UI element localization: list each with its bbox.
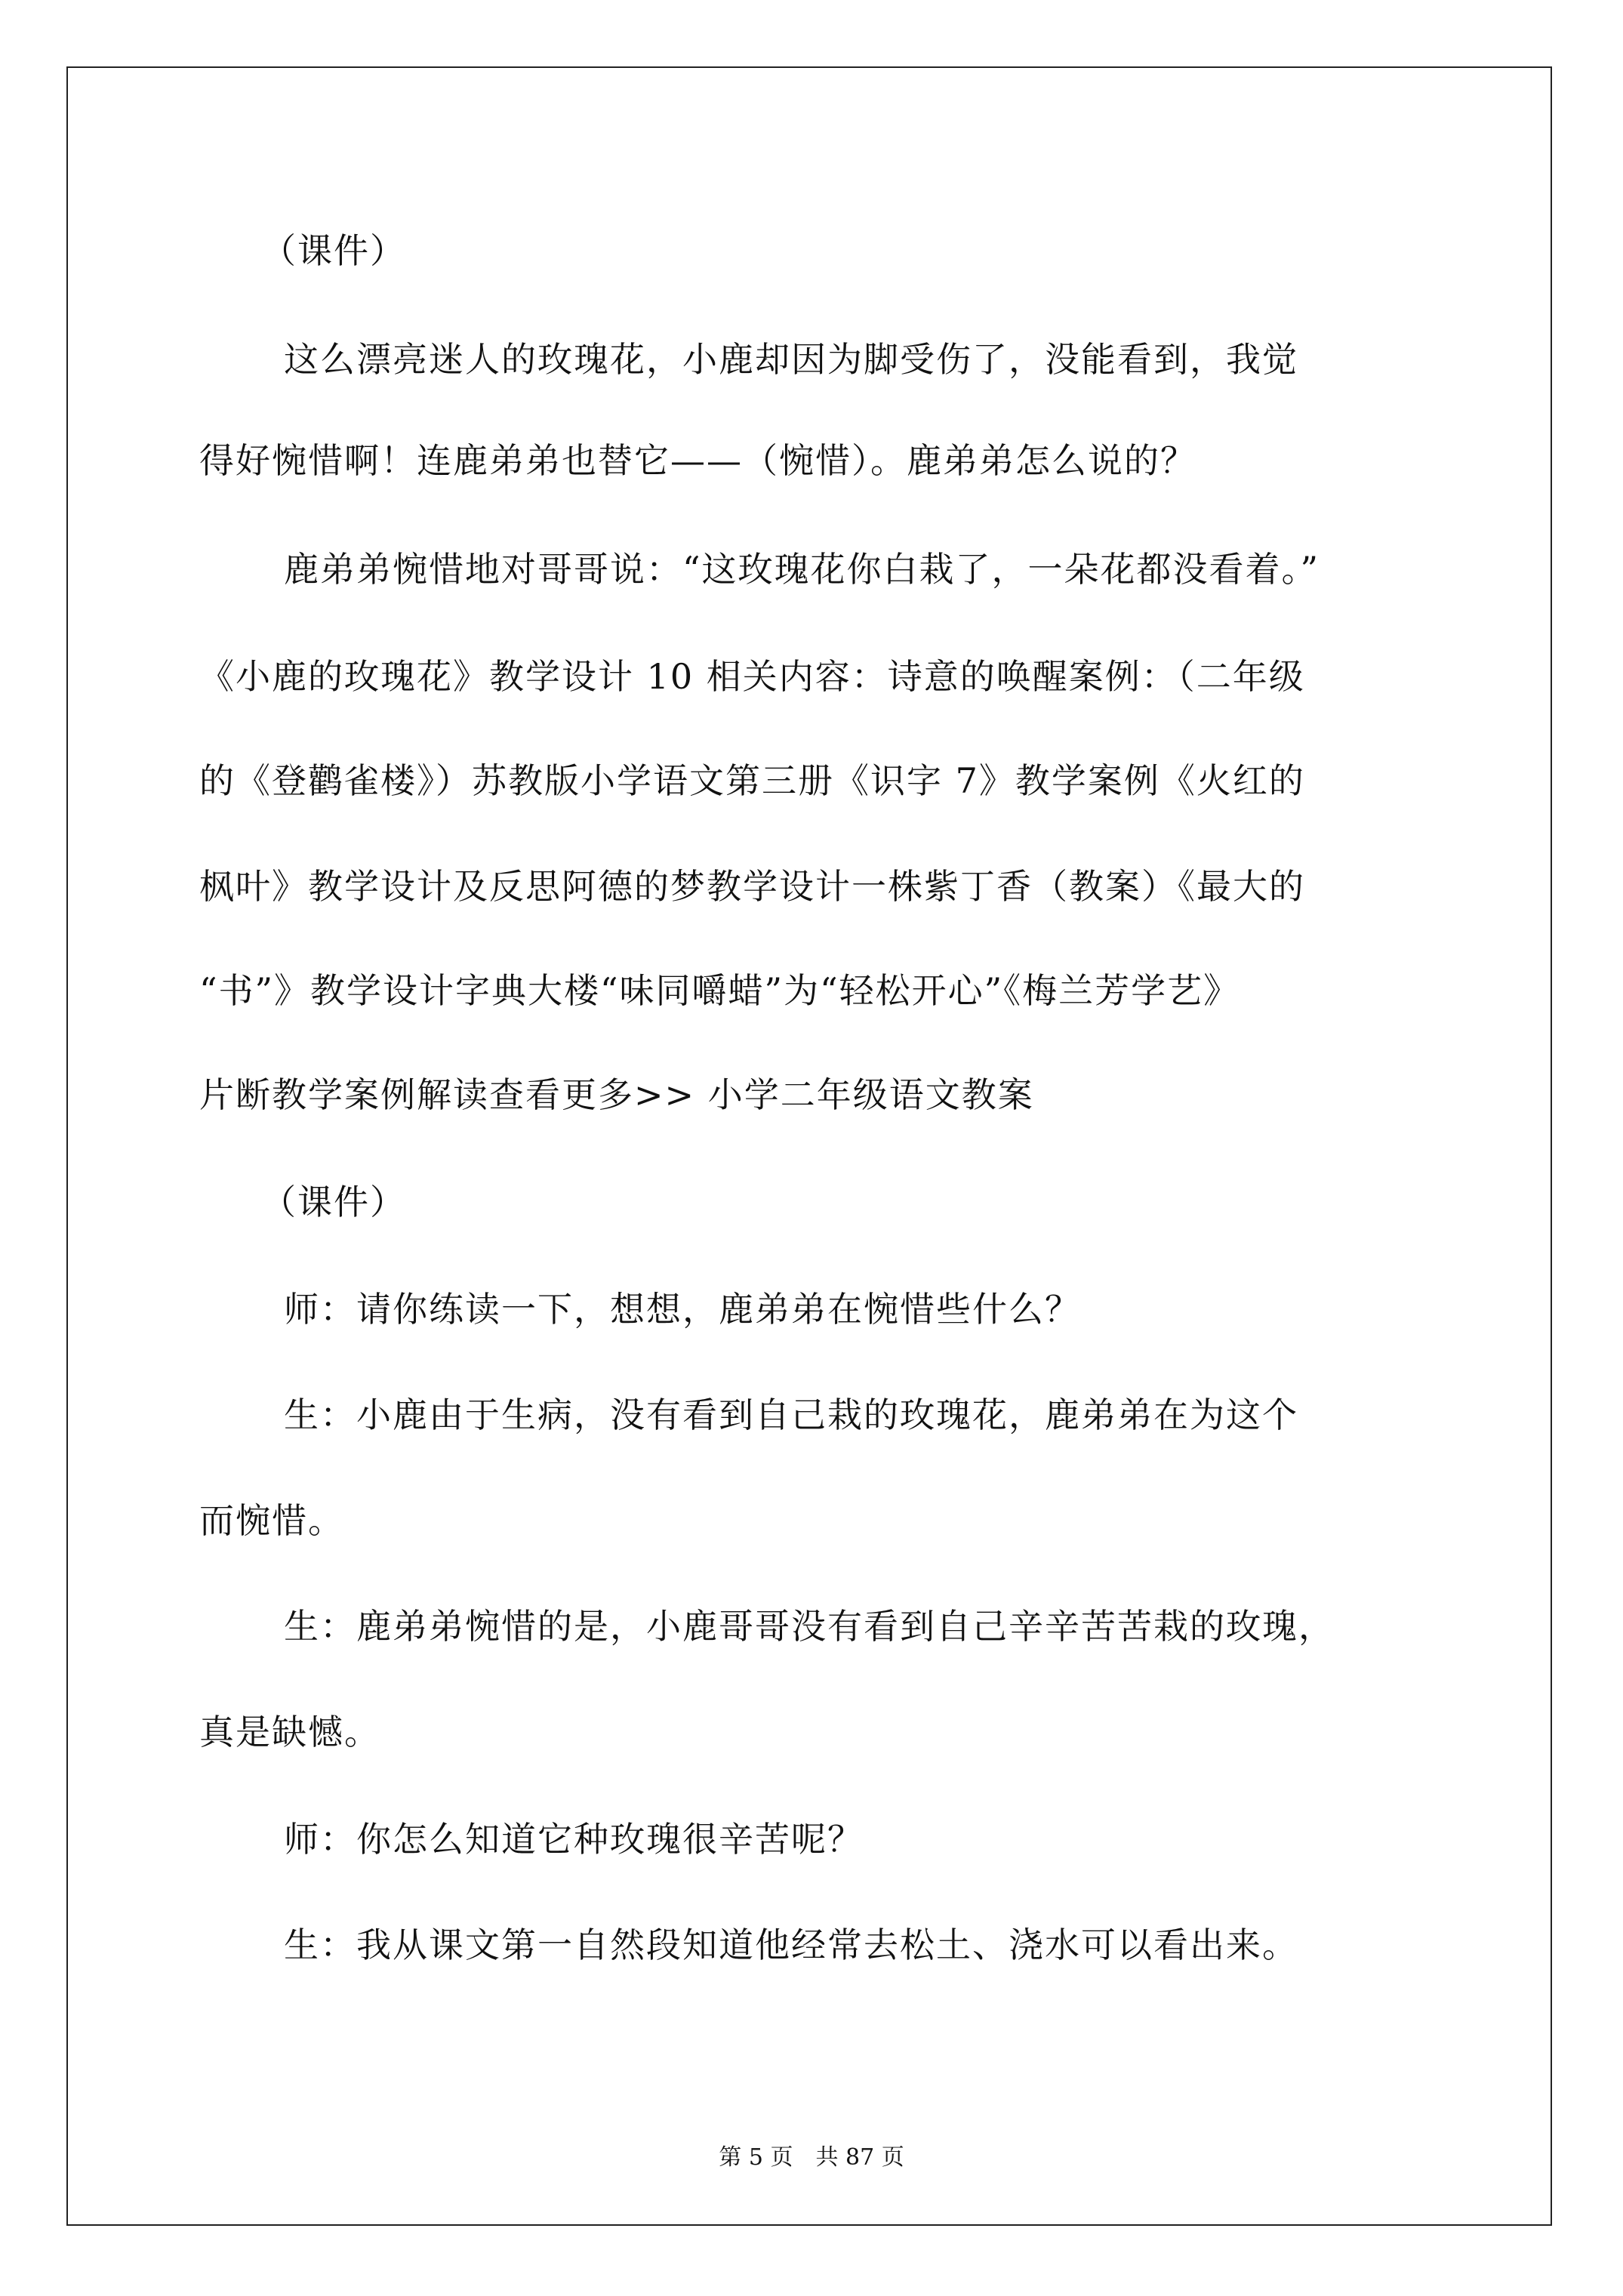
paragraph-line: 生：鹿弟弟惋惜的是，小鹿哥哥没有看到自己辛辛苦苦栽的玫瑰，: [284, 1606, 1335, 1647]
paragraph-line: 的《登鹳雀楼》）苏教版小学语文第三册《识字 7》教学案例《火红的: [199, 760, 1305, 801]
paragraph-line: 得好惋惜啊！连鹿弟弟也替它——（惋惜）。鹿弟弟怎么说的？: [199, 440, 1196, 481]
paragraph-line: 鹿弟弟惋惜地对哥哥说：“这玫瑰花你白栽了，一朵花都没看着。”: [284, 549, 1320, 590]
paragraph-line: （课件）: [261, 1182, 406, 1222]
paragraph-line: 生：小鹿由于生病，没有看到自己栽的玫瑰花，鹿弟弟在为这个: [284, 1395, 1298, 1435]
paragraph-line: “书”》教学设计字典大楼“味同嚼蜡”为“轻松开心”《梅兰芳学艺》: [199, 970, 1240, 1011]
paragraph-line: 枫叶》教学设计及反思阿德的梦教学设计一株紫丁香（教案）《最大的: [199, 866, 1305, 907]
paragraph-line: 片断教学案例解读查看更多>> 小学二年级语文教案: [199, 1074, 1034, 1115]
paragraph-line: （课件）: [261, 230, 406, 271]
paragraph-line: 这么漂亮迷人的玫瑰花，小鹿却因为脚受伤了，没能看到，我觉: [284, 339, 1298, 380]
paragraph-line: 而惋惜。: [199, 1500, 344, 1541]
page-border: [66, 66, 1552, 2226]
paragraph-line: 生：我从课文第一自然段知道他经常去松土、浇水可以看出来。: [284, 1925, 1298, 1965]
paragraph-line: 真是缺憾。: [199, 1712, 380, 1752]
paragraph-line: 《小鹿的玫瑰花》教学设计 10 相关内容：诗意的唤醒案例：（二年级: [199, 656, 1305, 697]
page-number-footer: 第 5 页 共 87 页: [719, 2144, 904, 2171]
paragraph-line: 师：请你练读一下，想想，鹿弟弟在惋惜些什么？: [284, 1289, 1081, 1330]
paragraph-line: 师：你怎么知道它种玫瑰很辛苦呢？: [284, 1819, 864, 1860]
